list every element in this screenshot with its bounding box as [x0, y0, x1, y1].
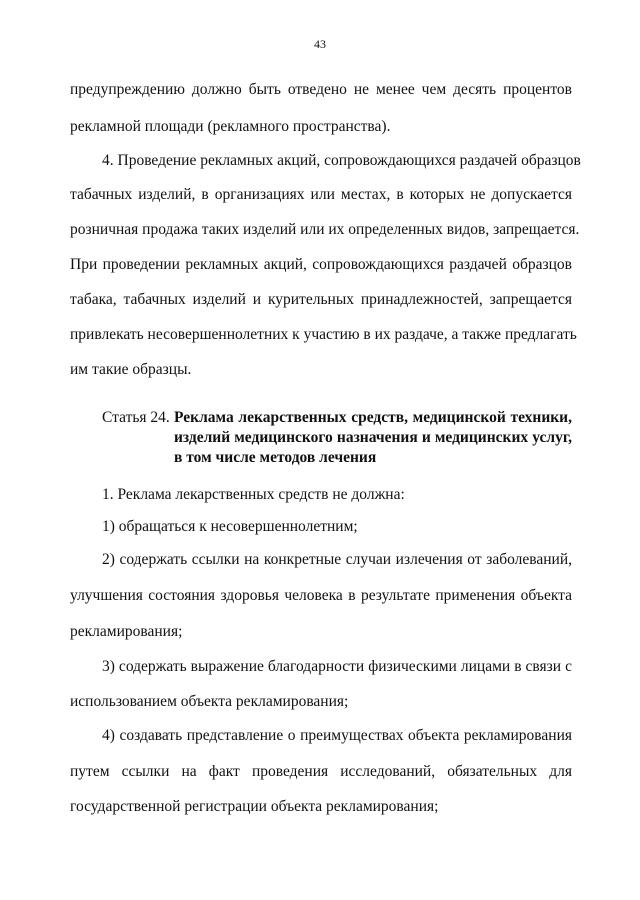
text-line: использованием объекта рекламирования; — [70, 693, 349, 710]
text-line: рекламной площади (рекламного пространства). — [70, 118, 391, 135]
text-line: 4. Проведение рекламных акций, сопровождающихся раздачей образцов — [102, 152, 581, 169]
text-line: При проведении рекламных акций, сопровождающихся раздачей образцов — [70, 256, 572, 273]
text-line: 1. Реклама лекарственных средств не должна: — [102, 486, 405, 503]
text-line: им такие образцы. — [70, 361, 192, 378]
text-line: табака, табачных изделий и курительных принадлежностей, запрещается — [70, 291, 572, 308]
text-line: государственной регистрации объекта рекламирования; — [70, 798, 439, 815]
page-number: 43 — [314, 37, 326, 51]
article-title-line: в том числе методов лечения — [174, 449, 377, 466]
text-line: 4) создавать представление о преимуществах объекта рекламирования — [102, 727, 572, 744]
text-line: розничная продажа таких изделий или их определенных видов, запрещается. — [70, 221, 580, 238]
article-title-line: Реклама лекарственных средств, медицинской техники, — [174, 409, 572, 426]
text-line: 1) обращаться к несовершеннолетним; — [102, 518, 358, 535]
text-line: 3) содержать выражение благодарности физическими лицами в связи с — [102, 658, 572, 675]
text-line: рекламирования; — [70, 623, 183, 640]
text-line: улучшения состояния здоровья человека в результате применения объекта — [70, 587, 572, 604]
text-line: табачных изделий, в организациях или местах, в которых не допускается — [70, 186, 572, 203]
article-label: Статья 24. — [102, 409, 170, 426]
text-line: 2) содержать ссылки на конкретные случаи излечения от заболеваний, — [102, 551, 572, 568]
text-line: предупреждению должно быть отведено не менее чем десять процентов — [70, 81, 572, 98]
text-line: привлекать несовершеннолетних к участию в их раздаче, а также предлагать — [70, 326, 577, 343]
article-title-line: изделий медицинского назначения и медицинских услуг, — [174, 429, 572, 446]
text-line: путем ссылки на факт проведения исследований, обязательных для — [70, 763, 572, 780]
